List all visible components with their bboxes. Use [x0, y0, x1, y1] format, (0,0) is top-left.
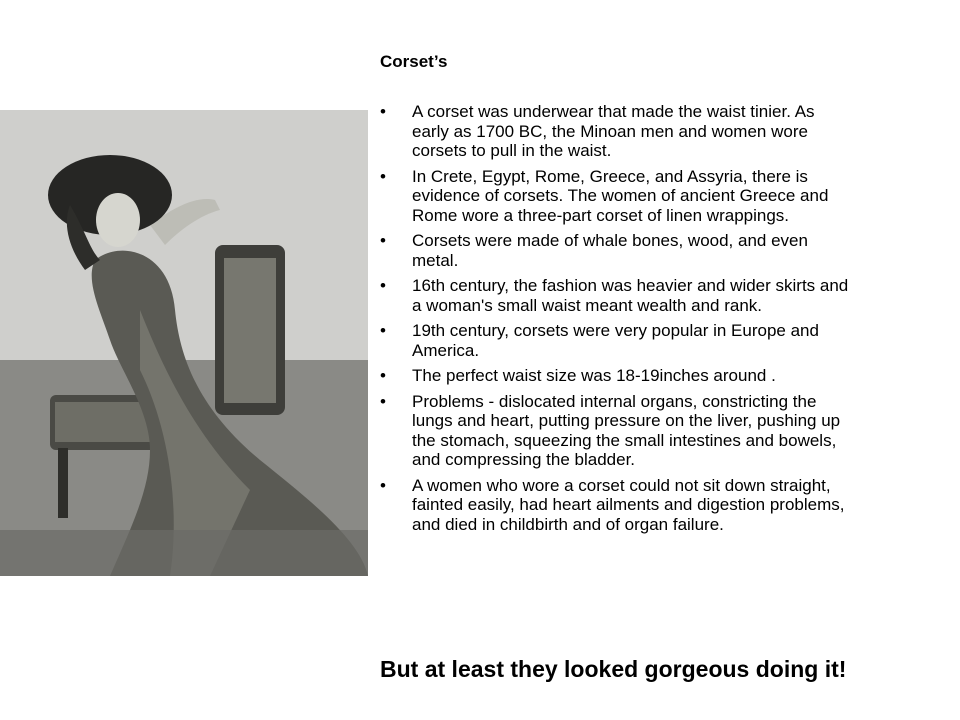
bullet-line: fainted easily, had heart ailments and digestion problems,: [412, 495, 845, 514]
bullet-line: evidence of corsets. The women of ancient Greece and: [412, 186, 829, 205]
bullet-line: and compressing the bladder.: [412, 450, 636, 469]
bullet-dot-icon: •: [380, 166, 386, 186]
bullet-line: In Crete, Egypt, Rome, Greece, and Assyria, there is: [412, 166, 808, 186]
bullet-line: 16th century, the fashion was heavier and wider skirts and: [412, 276, 849, 295]
list-item: [380, 276, 960, 315]
list-item: [380, 366, 960, 386]
bullet-dot-icon: •: [380, 475, 386, 495]
bullet-line: The perfect waist size was 18-19inches around .: [412, 366, 776, 385]
bullet-line: metal.: [412, 250, 459, 270]
bullet-line: and died in childbirth and of organ failure.: [412, 514, 724, 534]
list-item: [380, 231, 960, 270]
bullet-dot-icon: •: [380, 321, 386, 340]
bullet-line: A corset was underwear that made the waist tinier. As: [412, 102, 815, 121]
bullet-line: America.: [412, 340, 480, 360]
closing-statement: But at least they looked gorgeous doing it!: [380, 656, 847, 682]
bullet-line: a woman's small waist meant wealth and rank.: [412, 295, 763, 315]
bullet-list: [380, 102, 960, 540]
bullet-line: the stomach, squeezing the small intestines and bowels,: [412, 430, 837, 450]
bullet-dot-icon: •: [380, 276, 386, 295]
bullet-line: corsets to pull in the waist.: [412, 141, 612, 160]
bullet-dot-icon: •: [380, 391, 386, 411]
bullet-line: Problems - dislocated internal organs, constricting the: [412, 391, 817, 411]
bullet-dot-icon: •: [380, 102, 386, 121]
list-item: [380, 167, 960, 226]
list-item: [380, 102, 960, 161]
bullet-line: 19th century, corsets were very popular in Europe and: [412, 321, 819, 340]
bullet-line: A women who wore a corset could not sit down straight,: [412, 475, 831, 495]
bullet-line: Rome wore a three-part corset of linen wrappings.: [412, 205, 790, 225]
list-item: [380, 476, 960, 535]
bullet-dot-icon: •: [380, 231, 386, 250]
corset-woman-photo: [0, 110, 368, 576]
slide-title: Corset’s: [380, 52, 448, 71]
bullet-line: early as 1700 BC, the Minoan men and women wore: [412, 121, 808, 141]
list-item: [380, 321, 960, 360]
bullet-line: Corsets were made of whale bones, wood, and even: [412, 231, 808, 250]
bullet-dot-icon: •: [380, 366, 386, 385]
list-item: [380, 392, 960, 470]
bullet-line: lungs and heart, putting pressure on the liver, pushing up: [412, 411, 841, 430]
